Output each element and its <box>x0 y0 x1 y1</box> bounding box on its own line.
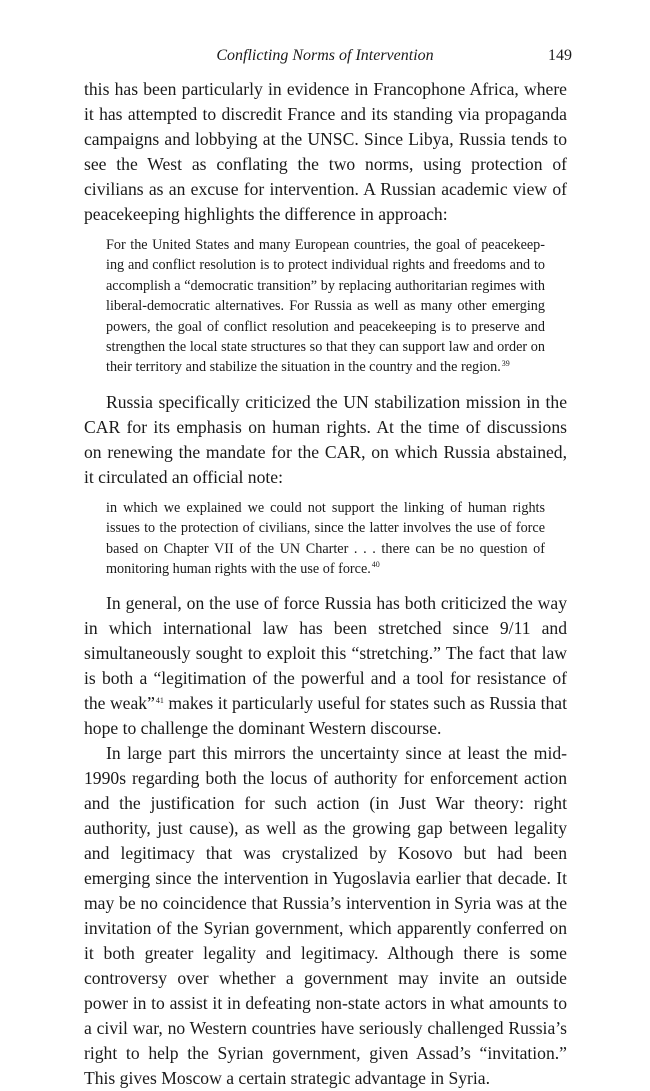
block-quote-2-text: in which we explained we could not support the linking of human rights issues to the protection of civilians, since the latter involves the use of force based on Chapter VII of the UN Charter . . . there can be no question of monitoring human rights with the use of force. <box>106 499 545 578</box>
paragraph-1: this has been particularly in evidence in Francophone Africa, where it has attempted to discredit France and its standing via propaganda campaigns and lobbying at the UNSC. Since Libya, Russia tends to see the West as conflating the two norms, using protection of civilians as an excuse for intervention. A Russian academic view of peacekeeping highlights the difference in approach: <box>84 79 567 224</box>
body-text <box>84 77 567 1091</box>
block-quote-1 <box>106 235 545 378</box>
footnote-marker-39[interactable]: 39 <box>501 358 510 368</box>
running-title: Conflicting Norms of Intervention <box>216 47 434 64</box>
footnote-marker-40[interactable]: 40 <box>371 560 380 570</box>
paragraph-3 <box>84 591 567 741</box>
paragraph-2: Russia specifically criticized the UN stabilization mission in the CAR for its emphasis on human rights. At the time of discussions on renewing the mandate for the CAR, on which Russia abstained, it circulated an official note: <box>84 391 567 487</box>
paragraph-3-text-a: In general, on the use of force Russia has both criticized the way in which international law has been stretched since 9/11 and simultaneously sought to exploit this “stretching.” The fact that law is both a “legitimation of the powerful and a tool for resistance of the weak” <box>84 593 567 714</box>
block-quote-1-text: For the United States and many European countries, the goal of peacekeeping and conflict resolution is to protect individual rights and freedoms and to accomplish a “democratic transition” by replacing authoritarian regimes with liberal-democratic alternatives. For Russia as well as many other emerging powers, the goal of conflict resolution and peacekeeping is to preserve and strengthen the local state structures so that they can support law and order on their territory and stabilize the situation in the country and the region. <box>106 237 545 376</box>
block-quote-2 <box>106 498 545 580</box>
paragraph-4: In large part this mirrors the uncertainty since at least the mid-1990s regarding both the locus of authority for enforcement action and the justification for such action (in Just War theory: right authority, just cause), as well as the growing gap between legality and legitimacy that was crystalized by Kosovo but had been emerging since the intervention in Yugoslavia earlier that decade. It may be no coincidence that Russia’s intervention in Syria was at the invitation of the Syrian government, which apparently conferred on it both greater legality and legitimacy. Although there is some controversy over whether a government may invite an outside power in to assist it in defeating non-state actors in what amounts to a civil war, no Western countries have seriously challenged Russia’s right to help the Syrian government, given Assad’s “invitation.” This gives Moscow a certain strategic advantage in Syria. <box>84 743 567 1089</box>
footnote-marker-41[interactable]: 41 <box>155 695 164 705</box>
paragraph-3-text-b: makes it particularly useful for states such as Russia that hope to challenge the dominant Western discourse. <box>84 693 567 739</box>
page-number: 149 <box>548 47 572 64</box>
